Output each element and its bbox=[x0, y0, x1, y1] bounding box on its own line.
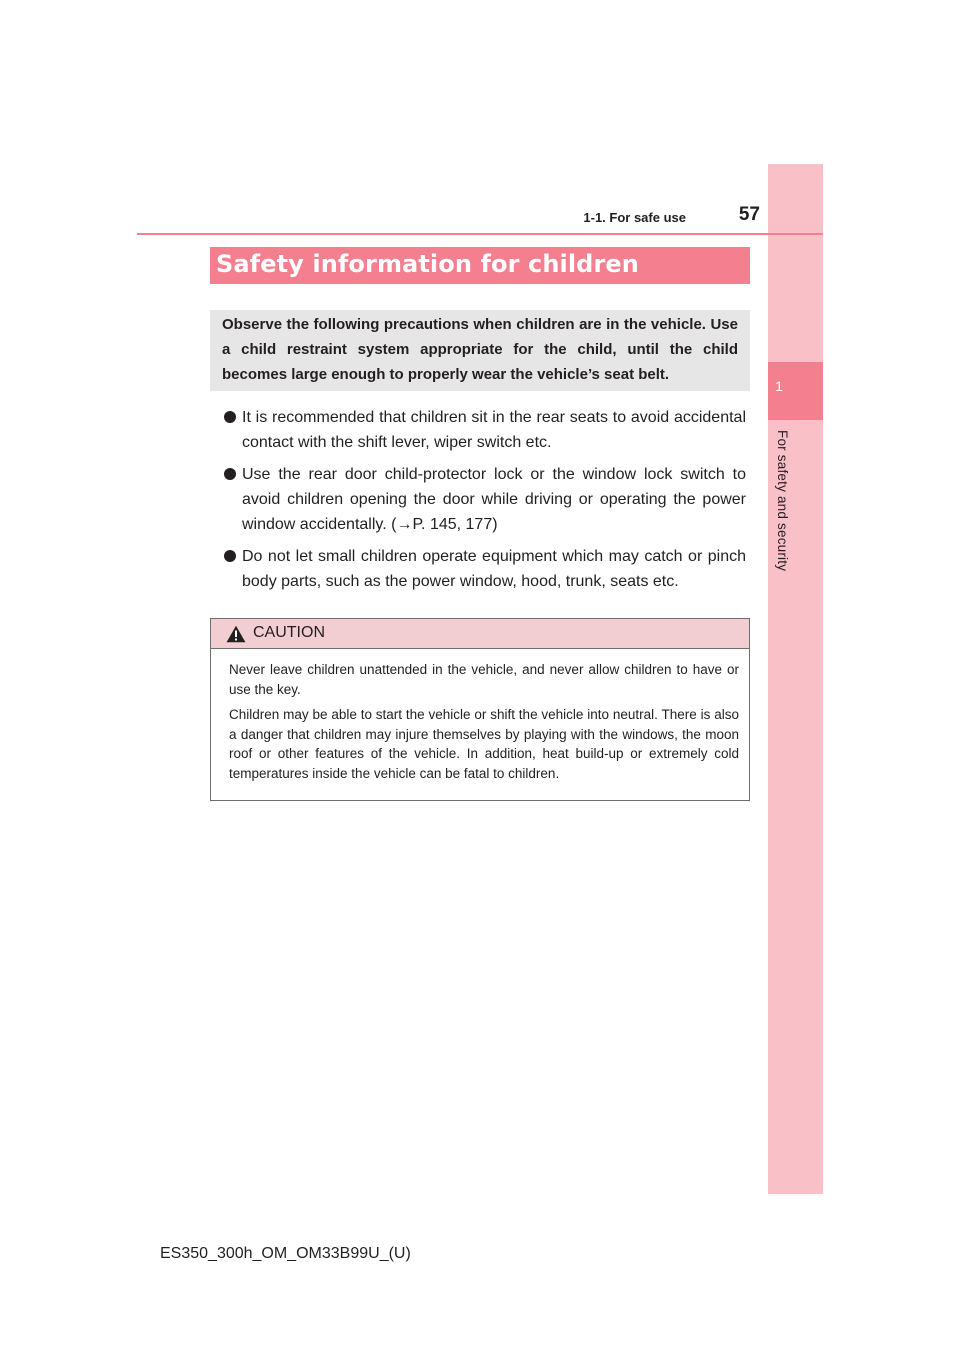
intro-box bbox=[210, 310, 750, 391]
title-bar bbox=[210, 247, 750, 284]
page-title: Safety information for children bbox=[216, 250, 639, 278]
list-item-text: It is recommended that children sit in the rear seats to avoid accidental contact with the shift lever, wiper switch etc. bbox=[242, 409, 746, 451]
document-code: ES350_300h_OM_OM33B99U_(U) bbox=[160, 1245, 411, 1262]
chapter-side-tab bbox=[768, 164, 823, 1194]
chapter-title: For safety and security bbox=[775, 430, 790, 572]
intro-text: Observe the following precautions when children are in the vehicle. Use a child restraint system appropriate for the child, until the child becomes large enough to properly wear the vehicle’s seat belt. bbox=[222, 316, 738, 383]
caution-box bbox=[210, 618, 750, 801]
bullet-icon bbox=[224, 411, 236, 423]
precaution-list bbox=[224, 405, 746, 601]
bullet-icon bbox=[224, 550, 236, 562]
header-rule bbox=[137, 233, 823, 235]
list-item-text: Do not let small children operate equipment which may catch or pinch body parts, such as the power window, hood, trunk, seats etc. bbox=[242, 548, 746, 590]
bullet-icon bbox=[224, 468, 236, 480]
list-item bbox=[224, 544, 746, 594]
caution-title: CAUTION bbox=[253, 624, 325, 641]
page-number: 57 bbox=[738, 204, 760, 225]
caution-body bbox=[229, 660, 739, 789]
caution-header bbox=[211, 619, 749, 649]
list-item bbox=[224, 462, 746, 537]
list-item bbox=[224, 405, 746, 455]
caution-paragraph: Never leave children unattended in the vehicle, and never allow children to have or use the key. bbox=[229, 662, 739, 697]
section-label: 1-1. For safe use bbox=[583, 210, 686, 225]
chapter-number: 1 bbox=[775, 378, 783, 394]
list-item-text: Use the rear door child-protector lock or the window lock switch to avoid children opening the door while driving or operating the power window accidentally. (→P. 145, 177) bbox=[242, 466, 746, 533]
caution-paragraph: Children may be able to start the vehicle or shift the vehicle into neutral. There is also a danger that children may injure themselves by playing with the windows, the moon roof or other features of the vehicle. In addition, heat build-up or extremely cold temperatures inside the vehicle can be fatal to children. bbox=[229, 707, 739, 781]
warning-triangle-icon bbox=[226, 625, 246, 643]
